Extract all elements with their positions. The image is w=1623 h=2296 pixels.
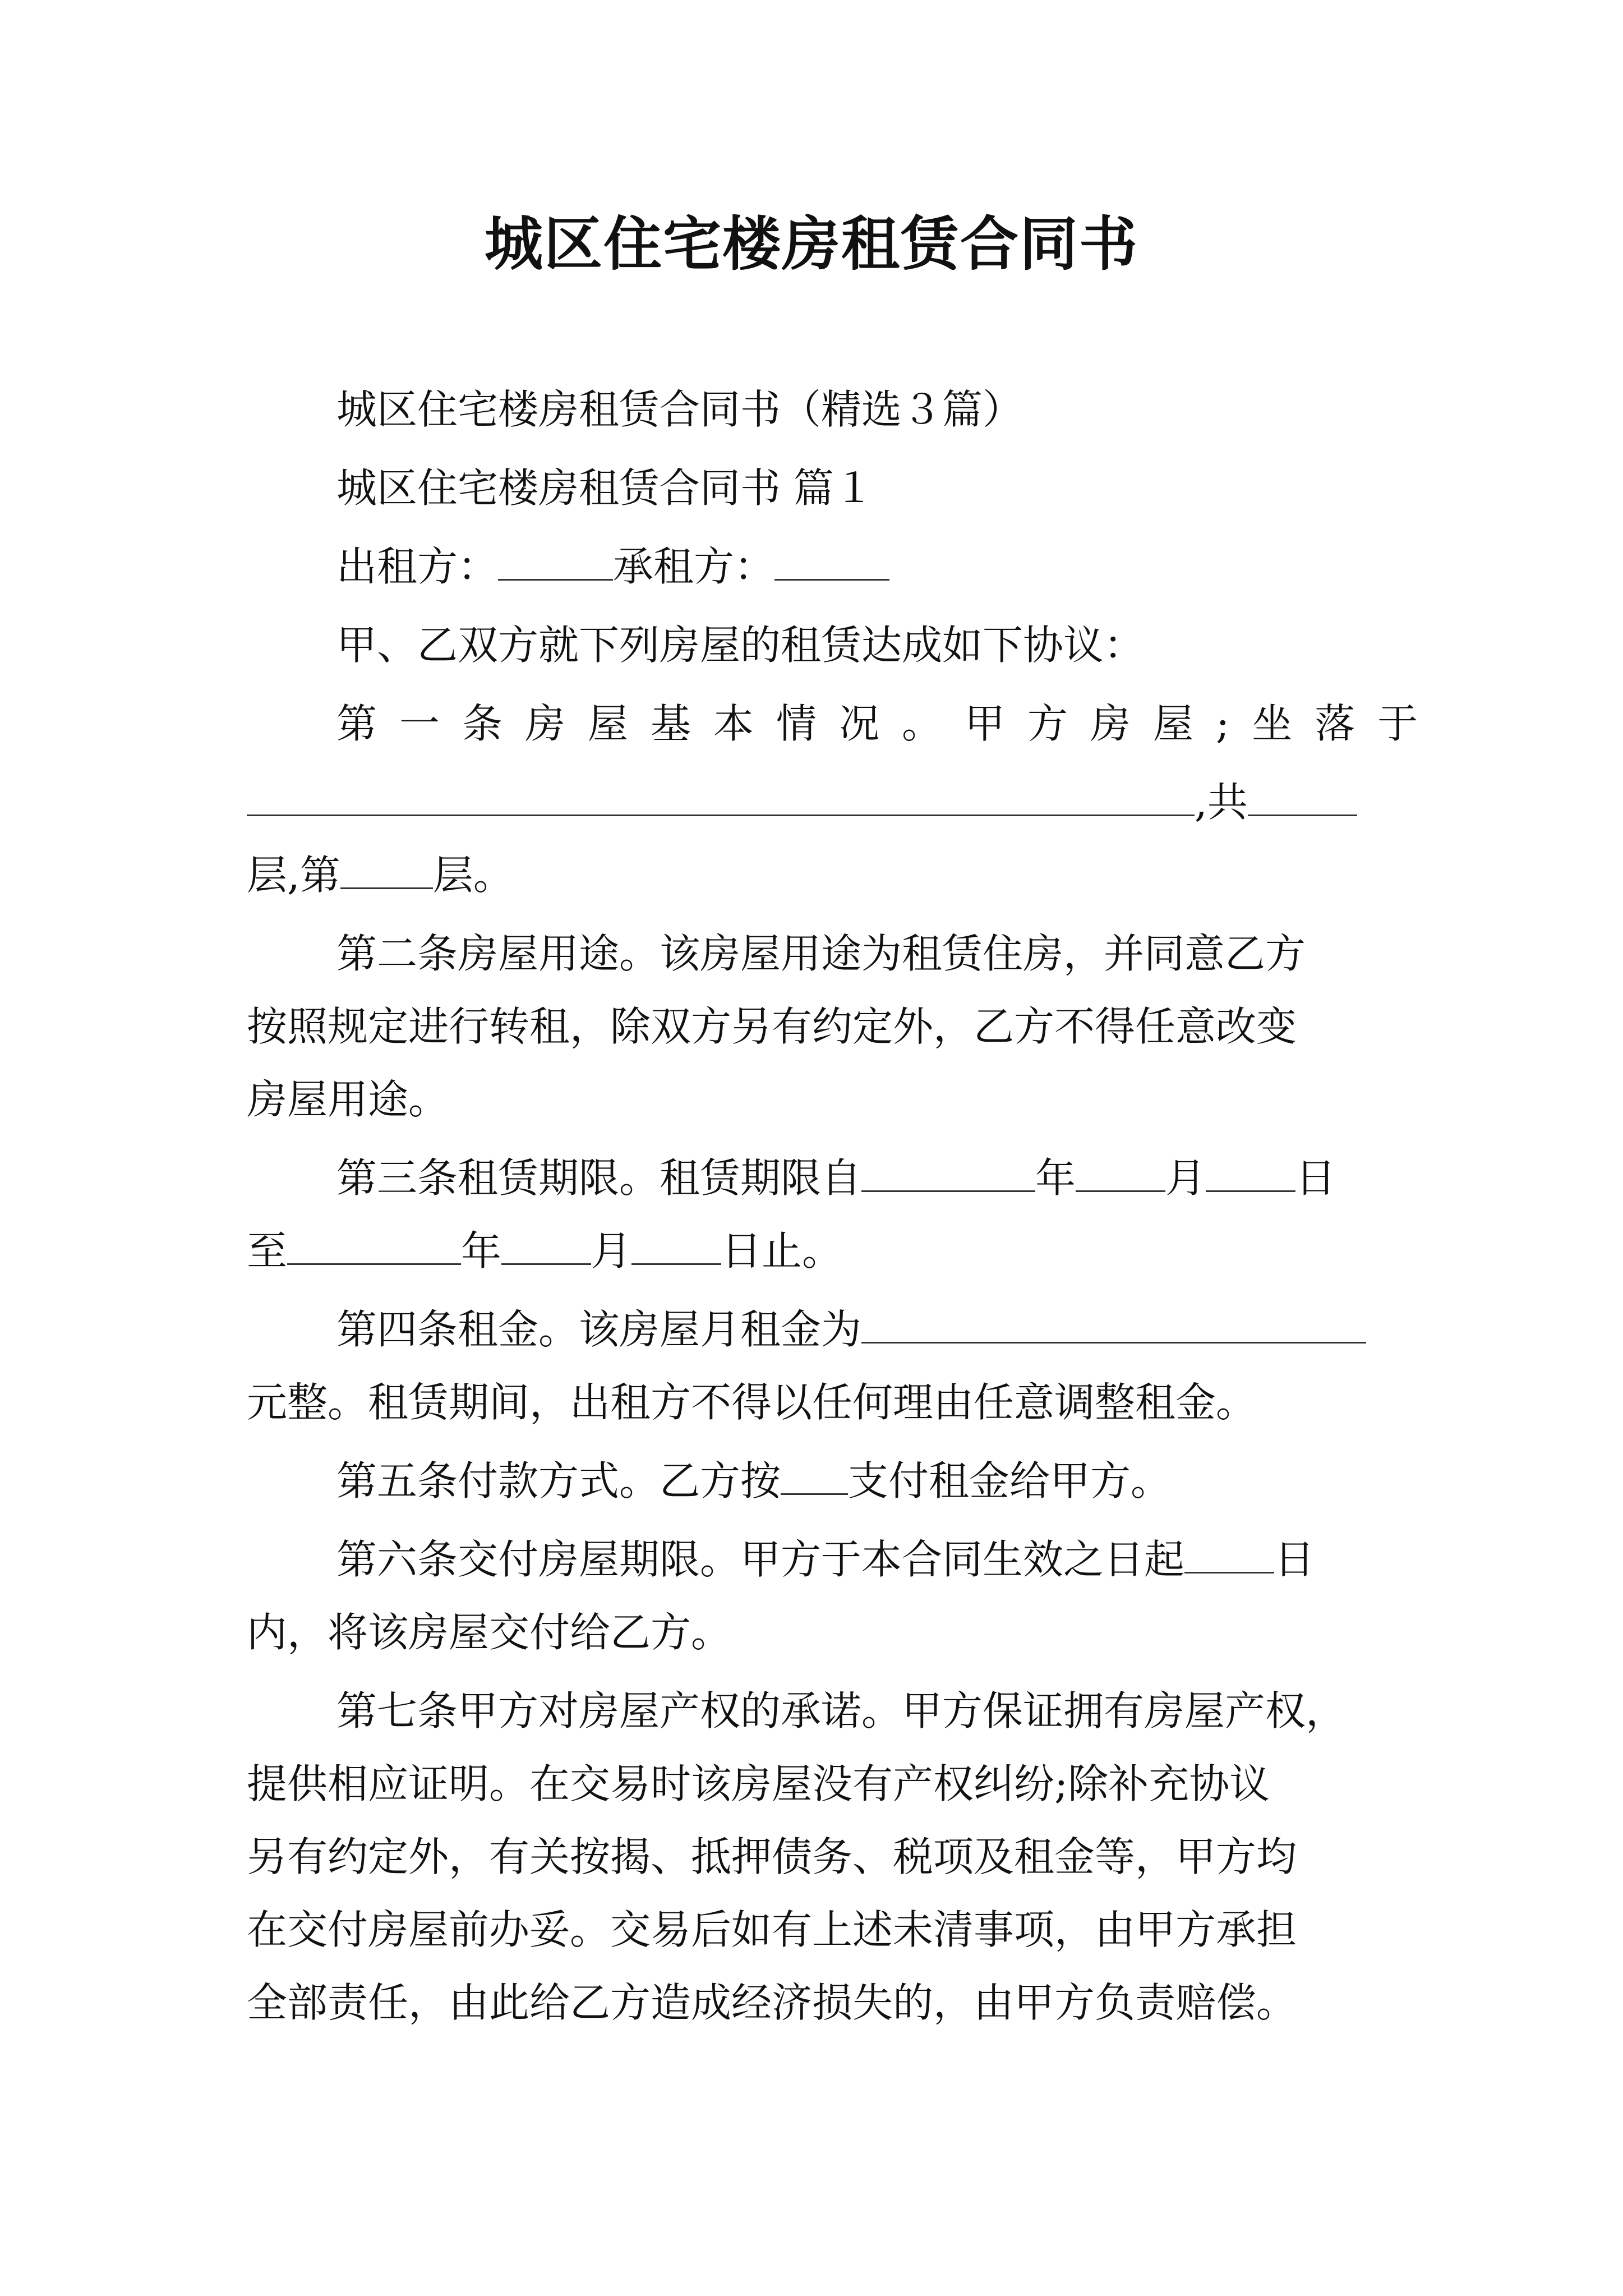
year-label: 年 [1035,1154,1076,1202]
article6-day-label: 日 [1274,1536,1315,1583]
article5-line [336,1453,1385,1509]
address-blank [247,776,1195,816]
lessee-label: 承租方： [613,543,775,590]
delivery-days-blank [1184,1534,1274,1573]
rent-amount-blank [861,1304,1366,1343]
lessee-blank [774,541,889,581]
lessor-label: 出租方： [336,543,499,590]
article7-line3: 另有约定外，有关按揭、抵押债务、税项及租金等，甲方均 [247,1833,1297,1880]
article7-line4: 在交付房屋前办妥。交易后如有上述未清事项，由甲方承担 [247,1906,1297,1953]
article1-floors-label: ,共 [1195,779,1248,826]
article1-floor-suffix: 层。 [432,852,514,899]
start-year-blank [861,1152,1035,1192]
article4-line2: 元整。租赁期间，出租方不得以任何理由任意调整租金。 [247,1379,1257,1426]
to-label: 至 [247,1227,288,1274]
article4-line1 [336,1301,1385,1358]
day-end-label: 日止。 [721,1227,843,1274]
document-title: 城区住宅楼房租赁合同书 [484,209,1138,278]
total-floors-blank [1248,776,1357,816]
floor-number-blank [340,849,433,889]
article6-line1 [336,1531,1385,1588]
end-day-blank [631,1225,721,1265]
start-month-blank [1076,1152,1165,1192]
article1-line1: 第一条房屋基本情况。甲方房屋;坐落于 [336,700,1441,747]
article3-line2 [247,1223,1385,1279]
article5-suffix: 支付租金给甲方。 [848,1457,1172,1504]
article2-line1: 第二条房屋用途。该房屋用途为租赁住房，并同意乙方 [336,930,1306,977]
section-heading: 城区住宅楼房租赁合同书 篇１ [336,464,874,512]
article3-line1 [336,1150,1385,1206]
article6-label: 第六条交付房屋期限。甲方于本合同生效之日起 [336,1536,1185,1583]
article7-line5: 全部责任，由此给乙方造成经济损失的，由甲方负责赔偿。 [247,1979,1297,2026]
month-label: 月 [1165,1154,1206,1202]
article7-line1: 第七条甲方对房屋产权的承诺。甲方保证拥有房屋产权， [336,1687,1347,1734]
article1-floor-label: 层,第 [247,852,340,899]
start-day-blank [1206,1152,1295,1192]
article2-line2: 按照规定进行转租，除双方另有约定外，乙方不得任意改变 [247,1003,1297,1050]
article3-label: 第三条租赁期限。租赁期限自 [336,1154,862,1202]
article6-line2: 内，将该房屋交付给乙方。 [247,1609,732,1656]
article4-label: 第四条租金。该房屋月租金为 [336,1306,862,1353]
end-month-blank [501,1225,591,1265]
year-label: 年 [461,1227,502,1274]
article1-line3 [247,847,1385,903]
intro-paragraph: 甲、乙双方就下列房屋的租赁达成如下协议： [336,622,1145,669]
month-label: 月 [591,1227,632,1274]
article1-line2 [247,774,1385,830]
article2-line3: 房屋用途。 [247,1076,449,1123]
payment-method-blank [781,1455,848,1495]
day-label: 日 [1295,1154,1336,1202]
article7-line2: 提供相应证明。在交易时该房屋没有产权纠纷;除补充协议 [247,1760,1270,1807]
end-year-blank [287,1225,461,1265]
article5-label: 第五条付款方式。乙方按 [336,1457,781,1504]
parties-line [336,539,1385,595]
subtitle: 城区住宅楼房租赁合同书（精选３篇） [336,386,1023,433]
lessor-blank [498,541,613,581]
